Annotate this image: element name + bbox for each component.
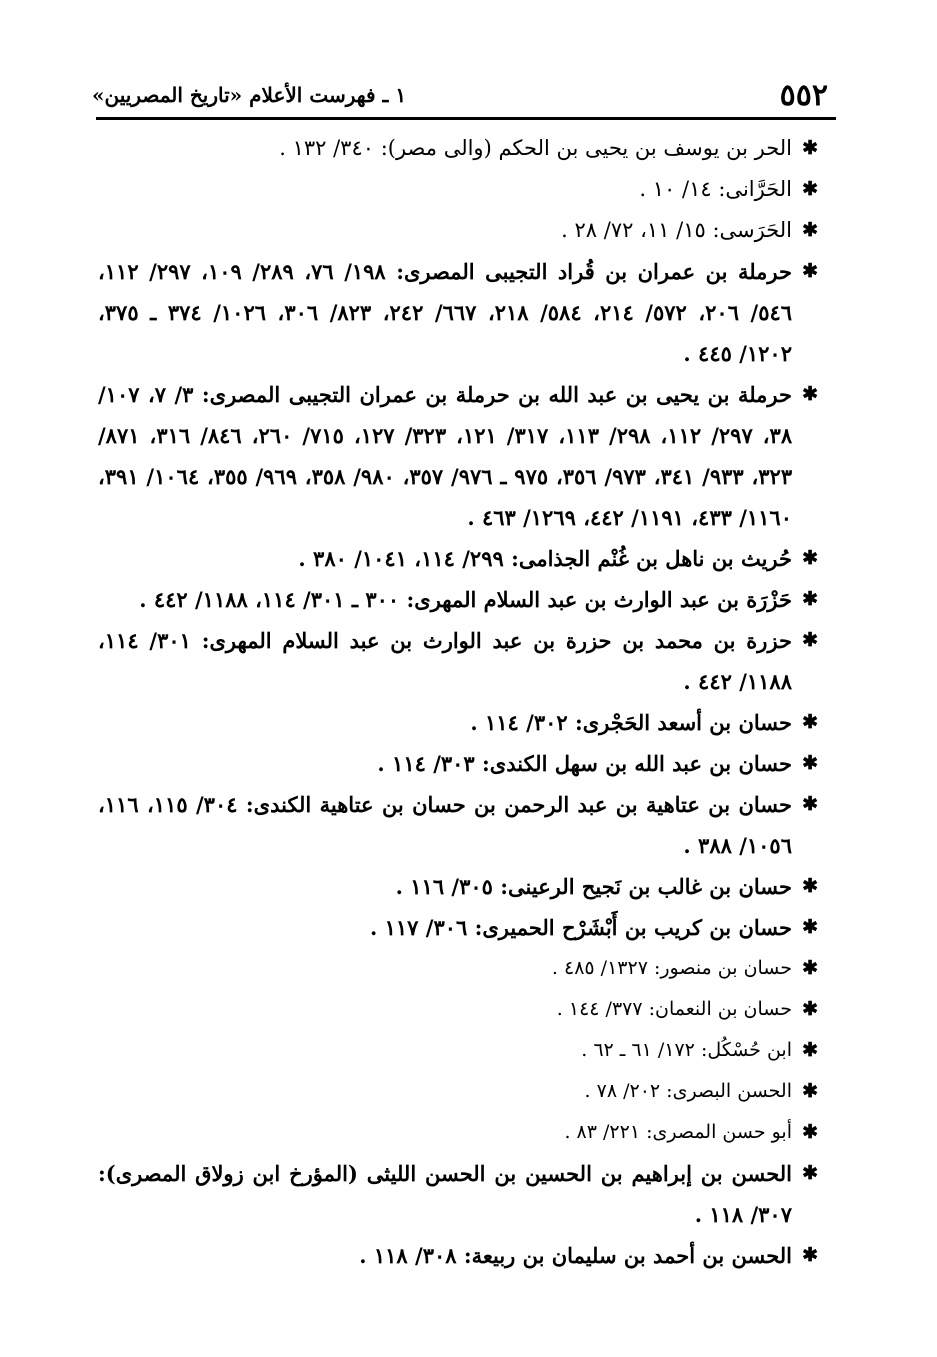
index-entry <box>98 1112 818 1153</box>
asterisk-icon: ✱ <box>802 178 818 200</box>
entry-refs: ١٩٨/ ٧٦، ٢٨٩/ ١٠٩، ٢٩٧/ ١١٢، ٥٤٦/ ٢٠٦، ٥٧٢/ ٢١٤، ٥٨٤/ ٢١٨، ٦٦٧/ ٢٤٢، ٨٢٣/ ٣٠٦، ١٠٢٦/ ٣٧٤ ـ ٣٧٥، ١٢٠٢/ ٤٤٥ . <box>98 259 793 366</box>
entry-name: ابن حُسْكُل: <box>700 1039 792 1061</box>
asterisk-icon: ✱ <box>802 793 818 815</box>
entry-refs: ٣٧٧/ ١٤٤ . <box>556 998 643 1020</box>
index-entry <box>98 1153 818 1235</box>
index-entry <box>98 907 818 948</box>
index-entries <box>98 128 818 1276</box>
index-entry <box>98 374 818 538</box>
entry-refs: ٣٠٦/ ١١٧ . <box>369 915 468 940</box>
index-entry <box>98 743 818 784</box>
entry-name: حسان بن كريب بن أَبْشَرْح الحميرى: <box>474 915 792 940</box>
asterisk-icon: ✱ <box>802 383 818 405</box>
entry-refs: ٣٠١/ ١١٤، ١١٨٨/ ٤٤٢ . <box>98 628 792 694</box>
entry-name: حَزْرَة بن عبد الوارث بن عبد السلام المهرى: <box>406 587 792 612</box>
entry-refs: ٣٤٠/ ١٣٢ . <box>279 136 375 160</box>
asterisk-icon: ✱ <box>802 711 818 733</box>
index-entry <box>98 1235 818 1276</box>
asterisk-icon: ✱ <box>802 1039 818 1061</box>
entry-refs: ٢٠٢/ ٧٨ . <box>584 1080 661 1102</box>
entry-name: حسان بن غالب بن نَجيح الرعينى: <box>500 874 792 899</box>
header-rule <box>96 117 836 120</box>
entry-name: الحَرَّانى: <box>718 177 792 201</box>
index-entry <box>98 251 818 374</box>
asterisk-icon: ✱ <box>802 1244 818 1266</box>
entry-refs: ٢٩٩/ ١١٤، ١٠٤١/ ٣٨٠ . <box>298 546 504 571</box>
asterisk-icon: ✱ <box>802 137 818 159</box>
entry-refs: ١٧٢/ ٦١ ـ ٦٢ . <box>581 1039 695 1061</box>
asterisk-icon: ✱ <box>802 998 818 1020</box>
entry-name: الحر بن يوسف بن يحيى بن الحكم (والى مصر): <box>380 136 792 160</box>
asterisk-icon: ✱ <box>802 219 818 241</box>
index-entry <box>98 784 818 866</box>
index-entry <box>98 989 818 1030</box>
index-entry <box>98 169 818 210</box>
index-entry <box>98 128 818 169</box>
entry-name: الحسن بن إبراهيم بن الحسين بن الحسن الليثى (المؤرخ ابن زولاق المصرى): <box>98 1161 792 1186</box>
entry-name: حسان بن النعمان: <box>648 998 792 1020</box>
entry-refs: ١٤/ ١٠ . <box>639 177 712 201</box>
page-number: ٥٥٢ <box>779 78 828 113</box>
entry-refs: ٣٠٣/ ١١٤ . <box>377 751 475 776</box>
entry-refs: ٣/ ٧، ١٠٧/ ٣٨، ٢٩٧/ ١١٢، ٢٩٨/ ١١٣، ٣١٧/ ١٢١، ٣٢٣/ ١٢٧، ٧١٥/ ٢٦٠، ٨٤٦/ ٣١٦، ٨٧١/ ٣٢٣، ٩٣٣/ ٣٤١، ٩٧٣/ ٣٥٦، ٩٧٥ ـ ٩٧٦/ ٣٥٧، ٩٨٠/ ٣٥٨، ٩٦٩/ ٣٥٥، ١٠٦٤/ ٣٩١، ١١٦٠/ ٤٣٣، ١١٩١/ ٤٤٢، ١٢٦٩/ ٤٦٣ . <box>98 382 793 530</box>
entry-refs: ١٥/ ١١، ٧٢/ ٢٨ . <box>561 218 706 242</box>
entry-refs: ٣٠٥/ ١١٦ . <box>395 874 493 899</box>
entry-name: الحسن بن أحمد بن سليمان بن ربيعة: <box>463 1243 792 1268</box>
entry-refs: ٣٠٨/ ١١٨ . <box>359 1243 457 1268</box>
entry-refs: ٣٠٧/ ١١٨ . <box>694 1202 792 1227</box>
page-header <box>92 72 834 116</box>
index-entry <box>98 948 818 989</box>
entry-name: أبو حسن المصرى: <box>646 1121 792 1143</box>
entry-refs: ١٣٢٧/ ٤٨٥ . <box>551 957 648 979</box>
asterisk-icon: ✱ <box>802 1080 818 1102</box>
entry-name: حسان بن عبد الله بن سهل الكندى: <box>482 751 792 776</box>
entry-refs: ٣٠٠ ـ ٣٠١/ ١١٤، ١١٨٨/ ٤٤٢ . <box>139 587 400 612</box>
entry-name: حرملة بن يحيى بن عبد الله بن حرملة بن عمران التجيبى المصرى: <box>201 382 792 407</box>
entry-name: حُريث بن ناهل بن غُنْم الجذامى: <box>511 546 792 571</box>
index-entry <box>98 702 818 743</box>
entry-name: حزرة بن محمد بن حزرة بن عبد الوارث بن عبد السلام المهرى: <box>201 628 793 653</box>
entry-refs: ٣٠٢/ ١١٤ . <box>470 710 568 735</box>
index-entry <box>98 579 818 620</box>
entry-refs: ٣٠٤/ ١١٥، ١١٦، ١٠٥٦/ ٣٨٨ . <box>98 792 792 858</box>
entry-name: الحسن البصرى: <box>666 1080 792 1102</box>
entry-name: حسان بن عتاهية بن عبد الرحمن بن حسان بن عتاهية الكندى: <box>245 792 793 817</box>
index-entry <box>98 620 818 702</box>
asterisk-icon: ✱ <box>802 875 818 897</box>
entry-name: حرملة بن عمران بن قُراد التجيبى المصرى: <box>396 259 792 284</box>
asterisk-icon: ✱ <box>802 260 818 282</box>
asterisk-icon: ✱ <box>802 957 818 979</box>
asterisk-icon: ✱ <box>802 588 818 610</box>
entry-name: الحَرَسى: <box>712 218 792 242</box>
asterisk-icon: ✱ <box>802 629 818 651</box>
index-entry <box>98 1071 818 1112</box>
running-title: ١ ـ فهرست الأعلام «تاريخ المصريين» <box>92 83 407 107</box>
asterisk-icon: ✱ <box>802 1121 818 1143</box>
entry-name: حسان بن أسعد الحَجْرى: <box>574 710 792 735</box>
entry-refs: ٢٢١/ ٨٣ . <box>564 1121 641 1143</box>
index-entry <box>98 210 818 251</box>
asterisk-icon: ✱ <box>802 1162 818 1184</box>
entry-name: حسان بن منصور: <box>653 957 792 979</box>
index-entry <box>98 1030 818 1071</box>
asterisk-icon: ✱ <box>802 547 818 569</box>
asterisk-icon: ✱ <box>802 916 818 938</box>
asterisk-icon: ✱ <box>802 752 818 774</box>
index-entry <box>98 538 818 579</box>
index-entry <box>98 866 818 907</box>
